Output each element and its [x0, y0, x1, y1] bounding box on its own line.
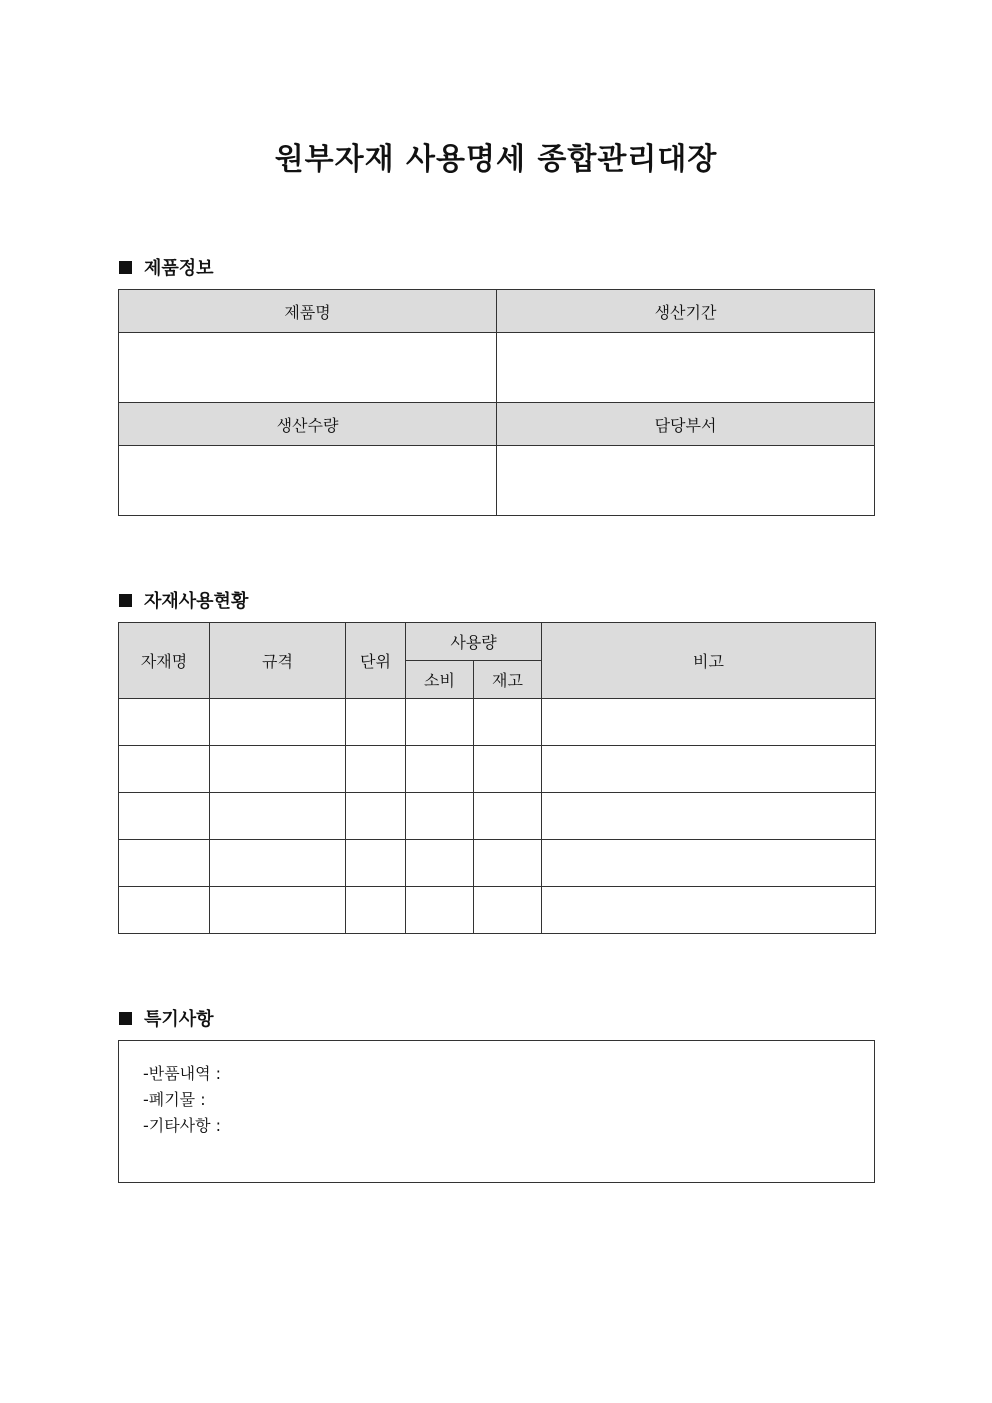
stock-cell[interactable]: [474, 840, 542, 887]
consumption-cell[interactable]: [406, 793, 474, 840]
section-heading-label: 제품정보: [144, 258, 214, 279]
stock-cell[interactable]: [474, 746, 542, 793]
header-stock: 재고: [474, 661, 542, 699]
stock-cell[interactable]: [474, 793, 542, 840]
header-spec: 규격: [210, 623, 346, 699]
notes-list: [119, 1041, 874, 1139]
note-other: -기타사항 :: [143, 1116, 222, 1135]
remarks-cell[interactable]: [542, 887, 876, 934]
consumption-cell[interactable]: [406, 699, 474, 746]
material-name-cell[interactable]: [119, 746, 210, 793]
production-quantity-field[interactable]: [119, 446, 497, 516]
consumption-cell[interactable]: [406, 746, 474, 793]
header-material-name: 자재명: [119, 623, 210, 699]
unit-cell[interactable]: [346, 887, 406, 934]
production-period-field[interactable]: [497, 333, 875, 403]
remarks-cell[interactable]: [542, 840, 876, 887]
section-heading-product-info: [119, 254, 214, 280]
remarks-cell[interactable]: [542, 746, 876, 793]
note-returns: -반품내역 :: [143, 1064, 222, 1083]
product-info-table: [118, 289, 875, 516]
unit-cell[interactable]: [346, 840, 406, 887]
section-heading-material-usage: [119, 587, 248, 613]
table-row: [119, 793, 876, 840]
product-name-field[interactable]: [119, 333, 497, 403]
spec-cell[interactable]: [210, 699, 346, 746]
table-row: [119, 746, 876, 793]
spec-cell[interactable]: [210, 793, 346, 840]
consumption-cell[interactable]: [406, 887, 474, 934]
department-label: 담당부서: [497, 403, 875, 446]
material-name-cell[interactable]: [119, 887, 210, 934]
header-remarks: 비고: [542, 623, 876, 699]
production-quantity-label: 생산수량: [119, 403, 497, 446]
header-usage: 사용량: [406, 623, 542, 661]
note-waste: -폐기물 :: [143, 1090, 206, 1109]
material-name-cell[interactable]: [119, 840, 210, 887]
product-name-label: 제품명: [119, 290, 497, 333]
unit-cell[interactable]: [346, 699, 406, 746]
page-title: 원부자재 사용명세 종합관리대장: [274, 142, 718, 177]
table-row: [119, 699, 876, 746]
production-period-label: 생산기간: [497, 290, 875, 333]
square-bullet-icon: [119, 261, 132, 274]
consumption-cell[interactable]: [406, 840, 474, 887]
special-notes-box[interactable]: [118, 1040, 875, 1183]
material-usage-table: [118, 622, 876, 934]
material-name-cell[interactable]: [119, 699, 210, 746]
spec-cell[interactable]: [210, 887, 346, 934]
header-consumption: 소비: [406, 661, 474, 699]
material-name-cell[interactable]: [119, 793, 210, 840]
remarks-cell[interactable]: [542, 793, 876, 840]
spec-cell[interactable]: [210, 746, 346, 793]
department-field[interactable]: [497, 446, 875, 516]
section-heading-label: 특기사항: [144, 1009, 214, 1030]
spec-cell[interactable]: [210, 840, 346, 887]
table-row: [119, 840, 876, 887]
stock-cell[interactable]: [474, 887, 542, 934]
unit-cell[interactable]: [346, 746, 406, 793]
header-unit: 단위: [346, 623, 406, 699]
table-row: [119, 887, 876, 934]
section-heading-special-notes: [119, 1005, 214, 1031]
square-bullet-icon: [119, 594, 132, 607]
square-bullet-icon: [119, 1012, 132, 1025]
remarks-cell[interactable]: [542, 699, 876, 746]
unit-cell[interactable]: [346, 793, 406, 840]
section-heading-label: 자재사용현황: [144, 591, 249, 612]
stock-cell[interactable]: [474, 699, 542, 746]
